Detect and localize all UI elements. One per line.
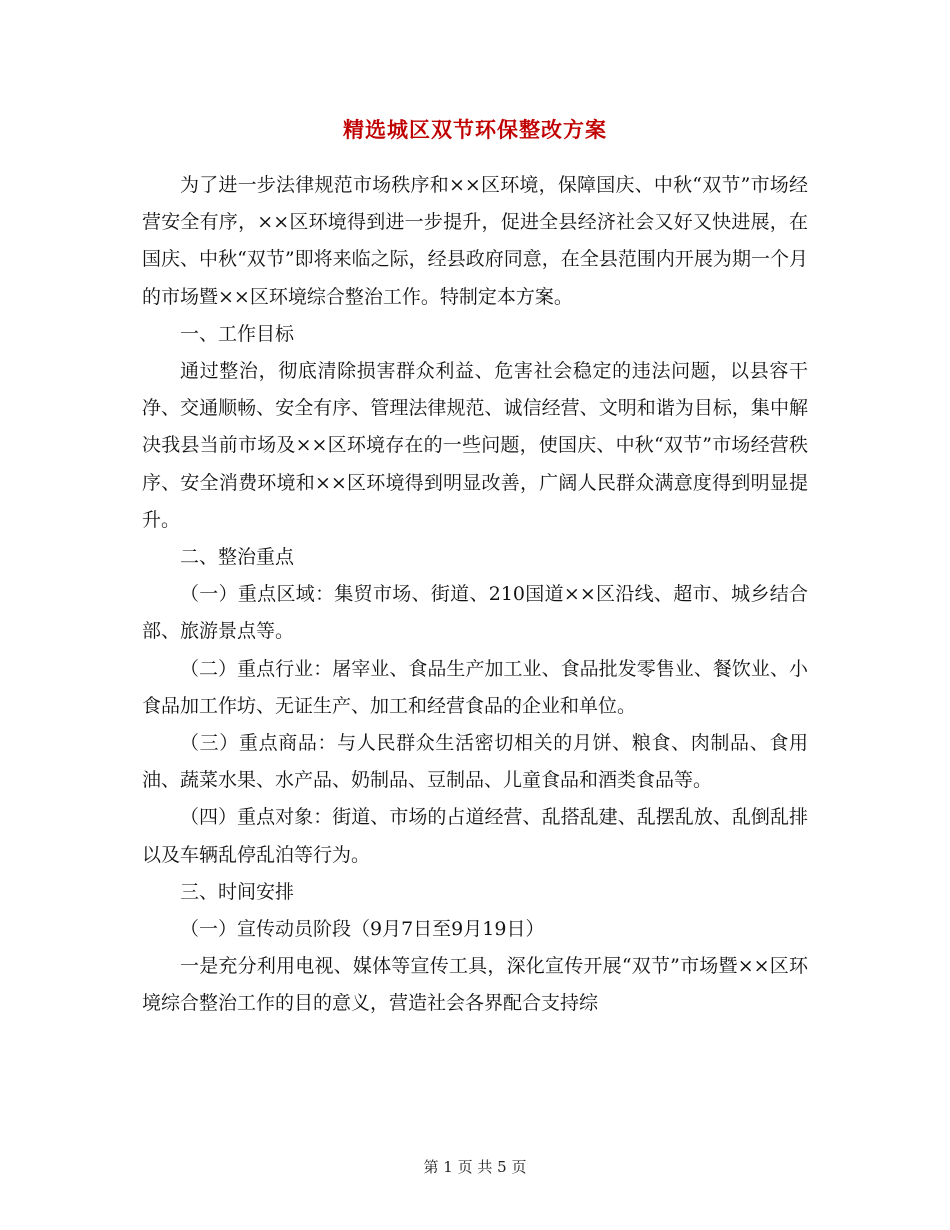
schedule-phase-heading: （一）宣传动员阶段（9月7日至9月19日） [180,918,545,941]
focus-areas-paragraph: （一）重点区域：集贸市场、街道、210国道××区沿线、超市、城乡结合部、旅游景点等。 [142,583,808,643]
section-heading-goals: 一、工作目标 [180,322,295,345]
section-heading-schedule: 三、时间安排 [180,880,295,903]
page-footer: 第 1 页 共 5 页 [423,1158,527,1176]
focus-goods-paragraph: （三）重点商品：与人民群众生活密切相关的月饼、粮食、肉制品、食用油、蔬菜水果、水产品、奶制品、豆制品、儿童食品和酒类食品等。 [142,732,808,792]
document-body [142,167,808,1023]
focus-targets-paragraph: （四）重点对象：街道、市场的占道经营、乱搭乱建、乱摆乱放、乱倒乱排以及车辆乱停乱泊等行为。 [142,806,808,866]
focus-industries-paragraph: （二）重点行业：屠宰业、食品生产加工业、食品批发零售业、餐饮业、小食品加工作坊、无证生产、加工和经营食品的企业和单位。 [142,657,808,717]
document-title: 精选城区双节环保整改方案 [343,117,607,142]
intro-paragraph: 为了进一步法律规范市场秩序和××区环境，保障国庆、中秋“双节”市场经营安全有序，××区环境得到进一步提升，促进全县经济社会又好又快进展，在国庆、中秋“双节”即将来临之际，经县政府同意，在全县范围内开展为期一个月的市场暨××区环境综合整治工作。特制定本方案。 [142,174,808,308]
goals-paragraph: 通过整治，彻底清除损害群众利益、危害社会稳定的违法问题，以县容干净、交通顺畅、安全有序、管理法律规范、诚信经营、文明和谐为目标，集中解决我县当前市场及××区环境存在的一些问题，使国庆、中秋“双节”市场经营秩序、安全消费环境和××区环境得到明显改善，广阔人民群众满意度得到明显提升。 [142,360,808,531]
schedule-phase-paragraph: 一是充分利用电视、媒体等宣传工具，深化宣传开展“双节”市场暨××区环境综合整治工作的目的意义，营造社会各界配合支持综 [142,955,808,1015]
section-heading-focus: 二、整治重点 [180,546,295,569]
